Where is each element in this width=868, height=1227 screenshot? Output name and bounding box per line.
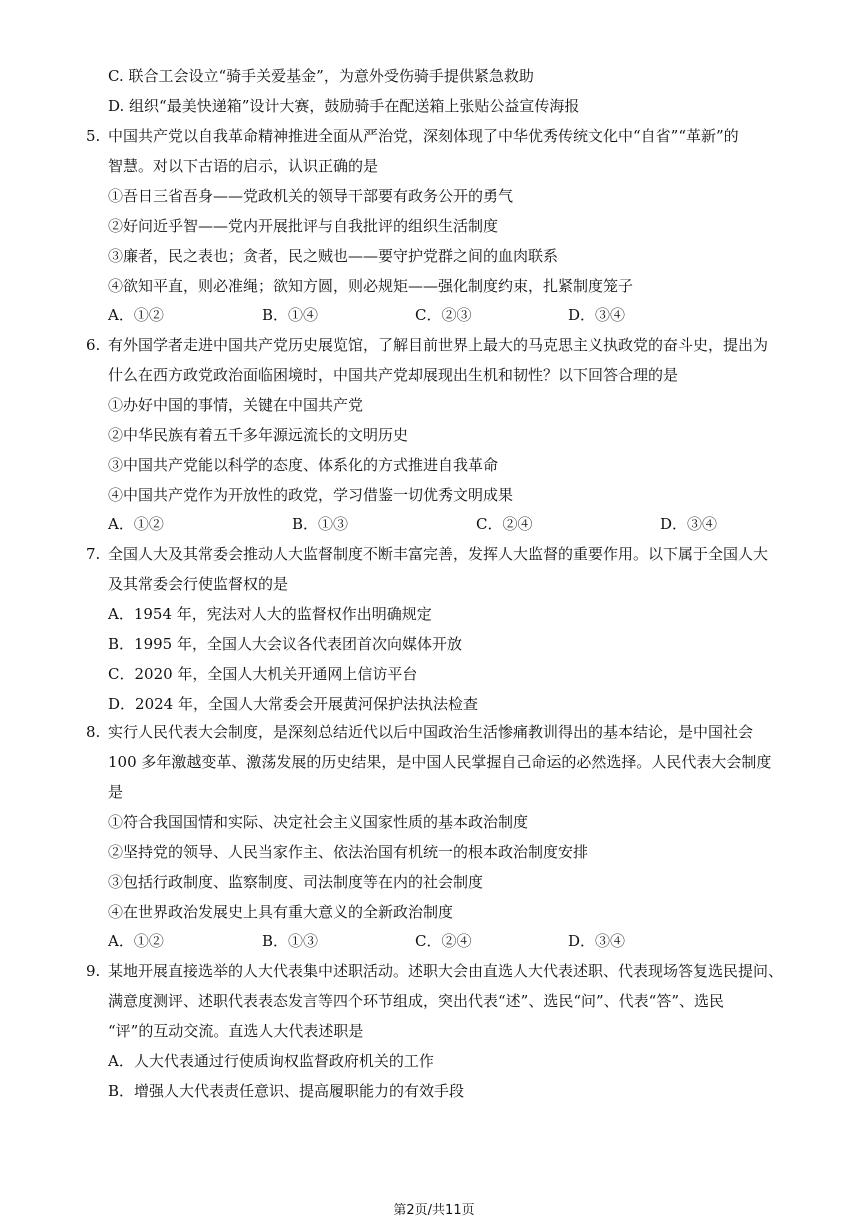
q8-number: 8. <box>86 723 101 741</box>
q6-item-1: ①办好中国的事情，关键在中国共产党 <box>108 396 364 414</box>
q8-stem-line-3: 是 <box>108 783 124 801</box>
q9-option-b: B．增强人大代表责任意识、提高履职能力的有效手段 <box>108 1082 465 1100</box>
q7-number: 7. <box>86 545 101 563</box>
q7-option-d: D．2024 年，全国人大常委会开展黄河保护法执法检查 <box>108 695 478 713</box>
q6-item-4: ④中国共产党作为开放性的政党，学习借鉴一切优秀文明成果 <box>108 486 514 504</box>
q5-choice-b: B．①④ <box>262 306 319 324</box>
q8-stem-line-2: 100 多年激越变革、激荡发展的历史结果，是中国人民掌握自己命运的必然选择。人民代表大会制度 <box>108 753 772 771</box>
q9-stem-line-2: 满意度测评、述职代表表态发言等四个环节组成，突出代表“述”、选民“问”、代表“答”、选民 <box>108 992 725 1010</box>
q5-item-4: ④欲知平直，则必准绳；欲知方圆，则必规矩——强化制度约束，扎紧制度笼子 <box>108 277 634 295</box>
prev-option-c: C. 联合工会设立“骑手关爱基金”，为意外受伤骑手提供紧急救助 <box>108 67 534 85</box>
q7-option-b: B．1995 年，全国人大会议各代表团首次向媒体开放 <box>108 635 462 653</box>
q7-stem-line-1: 全国人大及其常委会推动人大监督制度不断丰富完善，发挥人大监督的重要作用。以下属于全国人大 <box>108 545 769 563</box>
q8-stem-line-1: 实行人民代表大会制度，是深刻总结近代以后中国政治生活惨痛教训得出的基本结论，是中国社会 <box>108 723 754 741</box>
prev-option-d: D. 组织“最美快递箱”设计大赛，鼓励骑手在配送箱上张贴公益宣传海报 <box>108 97 580 115</box>
q6-item-3: ③中国共产党能以科学的态度、体系化的方式推进自我革命 <box>108 456 499 474</box>
q8-item-3: ③包括行政制度、监察制度、司法制度等在内的社会制度 <box>108 873 484 891</box>
q7-option-a: A．1954 年，宪法对人大的监督权作出明确规定 <box>108 605 432 623</box>
q6-number: 6. <box>86 336 101 354</box>
q6-stem-line-2: 什么在西方政党政治面临困境时，中国共产党却展现出生机和韧性？以下回答合理的是 <box>108 366 679 384</box>
q5-stem-line-2: 智慧。对以下古语的启示，认识正确的是 <box>108 157 379 175</box>
q8-choice-b: B．①③ <box>262 932 319 950</box>
q6-stem-line-1: 有外国学者走进中国共产党历史展览馆，了解目前世界上最大的马克思主义执政党的奋斗史，提出为 <box>108 336 769 354</box>
q9-option-a: A．人大代表通过行使质询权监督政府机关的工作 <box>108 1052 434 1070</box>
q6-item-2: ②中华民族有着五千多年源远流长的文明历史 <box>108 426 409 444</box>
q5-choice-c: C．②③ <box>415 306 472 324</box>
q5-choice-a: A．①② <box>108 306 164 324</box>
q9-stem-line-3: “评”的互动交流。直选人大代表述职是 <box>108 1022 364 1040</box>
q9-stem-line-1: 某地开展直接选举的人大代表集中述职活动。述职大会由直选人大代表述职、代表现场答复选民提问、 <box>108 962 784 980</box>
q8-item-4: ④在世界政治发展史上具有重大意义的全新政治制度 <box>108 903 454 921</box>
q5-stem-line-1: 中国共产党以自我革命精神推进全面从严治党，深刻体现了中华优秀传统文化中“自省”“革新”的 <box>108 127 739 145</box>
q8-item-2: ②坚持党的领导、人民当家作主、依法治国有机统一的根本政治制度安排 <box>108 843 589 861</box>
q8-choice-c: C．②④ <box>415 932 472 950</box>
q6-choice-c: C．②④ <box>476 515 533 533</box>
q8-item-1: ①符合我国国情和实际、决定社会主义国家性质的基本政治制度 <box>108 813 529 831</box>
q8-choice-a: A．①② <box>108 932 164 950</box>
q8-choice-d: D．③④ <box>568 932 626 950</box>
q5-item-1: ①吾日三省吾身——党政机关的领导干部要有政务公开的勇气 <box>108 187 514 205</box>
q5-number: 5. <box>86 127 101 145</box>
q5-item-2: ②好问近乎智——党内开展批评与自我批评的组织生活制度 <box>108 217 499 235</box>
q6-choice-d: D．③④ <box>660 515 718 533</box>
q5-item-3: ③廉者，民之表也；贪者，民之贼也——要守护党群之间的血肉联系 <box>108 247 559 265</box>
q9-number: 9. <box>86 962 101 980</box>
page-number-footer: 第2页/共11页 <box>393 1203 475 1218</box>
q5-choice-d: D．③④ <box>568 306 626 324</box>
q7-stem-line-2: 及其常委会行使监督权的是 <box>108 575 289 593</box>
q6-choice-b: B．①③ <box>292 515 349 533</box>
q6-choice-a: A．①② <box>108 515 164 533</box>
q7-option-c: C．2020 年，全国人大机关开通网上信访平台 <box>108 665 418 683</box>
